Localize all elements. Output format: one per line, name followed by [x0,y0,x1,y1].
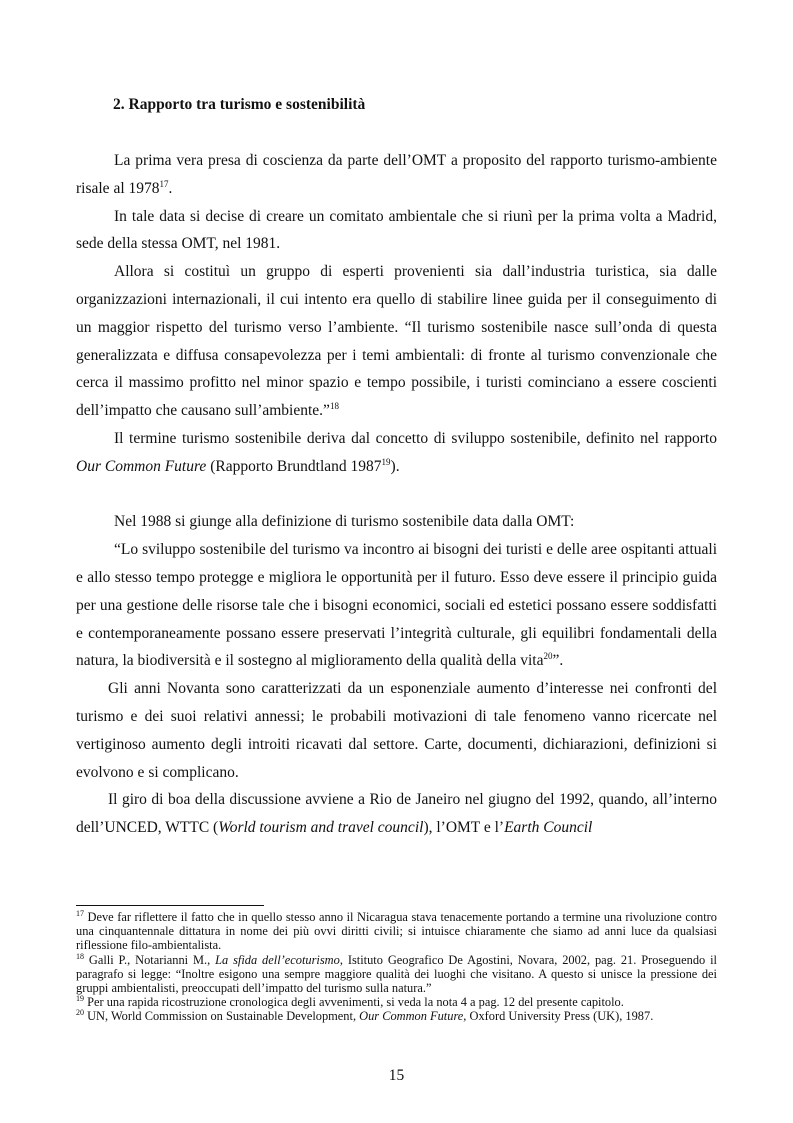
page-number: 15 [388,1067,405,1084]
footnote-20-italic: Our Common Future, [359,1009,467,1024]
section-heading: 2. Rapporto tra turismo e sostenibilità [113,96,366,113]
footnotes [76,910,717,1024]
paragraph-4 [76,425,717,481]
paragraph-4-text-b: (Rapporto Brundtland 1987 [206,457,382,475]
footnote-18-text-a: Galli P., Notarianni M., [84,952,216,967]
footnote-19 [76,995,717,1009]
paragraph-8-italic-1: World tourism and travel council [218,819,424,837]
paragraph-1 [76,147,717,203]
footnote-17 [76,910,717,953]
document-page [76,0,717,1123]
footnote-18-italic: La sfida dell’ecoturismo [215,952,340,967]
paragraph-6-text: “Lo sviluppo sostenibile del turismo va incontro ai bisogni dei turisti e delle aree ospitanti attuali e allo stesso tempo protegge e migliora le opportunità per il futuro. Esso deve essere il principio guida per una gestione delle risorse tale che i bisogni economici, sociali ed estetici possano essere soddisfatti e contemporaneamente possano essere preservati l’integrità culturale, gli equilibri fondamentali della natura, la biodiversità e il sostegno al miglioramento della qualità della vita [76,541,717,670]
body-text [76,147,717,842]
footnote-divider [76,905,264,906]
footnote-18-text-b: , Istituto Geografico De Agostini, Novara, 2002, pag. 21. Proseguendo il paragrafo si legge: “Inoltre esigono una sempre maggiore qualità dei luoghi che visitano. A questo si unisce la pressione dei gruppi ambientalisti, preoccupati dell’impatto del turismo sulla natura.” [76,952,717,996]
footnote-17-number: 17 [76,908,84,918]
footnote-ref-20: 20 [543,651,553,662]
footnote-ref-17: 17 [159,178,169,189]
footnote-20-number: 20 [76,1008,84,1018]
paragraph-1-text: La prima vera presa di coscienza da parte dell’OMT a proposito del rapporto turismo-ambiente risale al 1978 [76,152,717,197]
footnote-17-text: Deve far riflettere il fatto che in quello stesso anno il Nicaragua stava tenacemente portando a termine una rivoluzione contro una cinquantennale dittatura in nome dei più ovvi diritti civili; si intuisce chiaramente che siamo ad anni luce da qualsiasi riflessione filo-ambientalista. [76,910,717,953]
footnote-ref-18: 18 [329,401,339,412]
paragraph-3-text: Allora si costituì un gruppo di esperti provenienti sia dall’industria turistica, sia dalle organizzazioni internazionali, il cui intento era quello di stabilire linee guida per il conseguimento di un maggior rispetto del turismo verso l’ambiente. “Il turismo sostenibile nasce sull’onda di questa generalizzata e diffusa consapevolezza per i temi ambientali: di fronte al turismo convenzionale che cerca il massimo profitto nel minor spazio e tempo possibile, i turisti cominciano a essere coscienti dell’impatto che causano sull’ambiente.” [76,263,717,420]
paragraph-8 [76,786,717,842]
footnote-19-number: 19 [76,994,84,1004]
paragraph-7: Gli anni Novanta sono caratterizzati da un esponenziale aumento d’interesse nei confronti del turismo e dei suoi relativi annessi; le probabili motivazioni di tale fenomeno vanno ricercate nel vertiginoso aumento degli introiti ricavati dal settore. Carte, documenti, dichiarazioni, definizioni si evolvono e si complicano. [76,680,717,781]
paragraph-4-text-c: ). [390,457,400,475]
paragraph-3 [76,258,717,425]
paragraph-8-text-a: Il giro di boa della discussione avviene a Rio de Janeiro nel giugno del 1992, quando, all’interno dell’UNCED, WTTC ( [76,791,717,837]
paragraph-8-italic-2: Earth Council [504,819,593,837]
paragraph-8-text-b: ), l’OMT e l’ [423,819,505,837]
footnote-20-text-b: Oxford University Press (UK), 1987. [466,1009,654,1024]
footnote-18 [76,953,717,996]
paragraph-1-end: . [168,179,173,197]
footnote-18-number: 18 [76,951,84,961]
paragraph-4-text-a: Il termine turismo sostenibile deriva dal concetto di sviluppo sostenibile, definito nel rapporto [114,429,717,447]
footnote-19-text: Per una rapida ricostruzione cronologica degli avvenimenti, si veda la nota 4 a pag. 12 del presente capitolo. [84,995,624,1010]
paragraph-6 [76,536,717,675]
footnote-20 [76,1009,717,1023]
paragraph-2: In tale data si decise di creare un comitato ambientale che si riunì per la prima volta a Madrid, sede della stessa OMT, nel 1981. [76,207,717,253]
footnote-20-text-a: UN, World Commission on Sustainable Development, [84,1009,360,1024]
paragraph-5: Nel 1988 si giunge alla definizione di turismo sostenibile data dalla OMT: [114,513,575,531]
paragraph-4-italic: Our Common Future [76,457,207,475]
footnote-ref-19: 19 [381,456,391,467]
paragraph-6-end: ”. [552,652,564,670]
